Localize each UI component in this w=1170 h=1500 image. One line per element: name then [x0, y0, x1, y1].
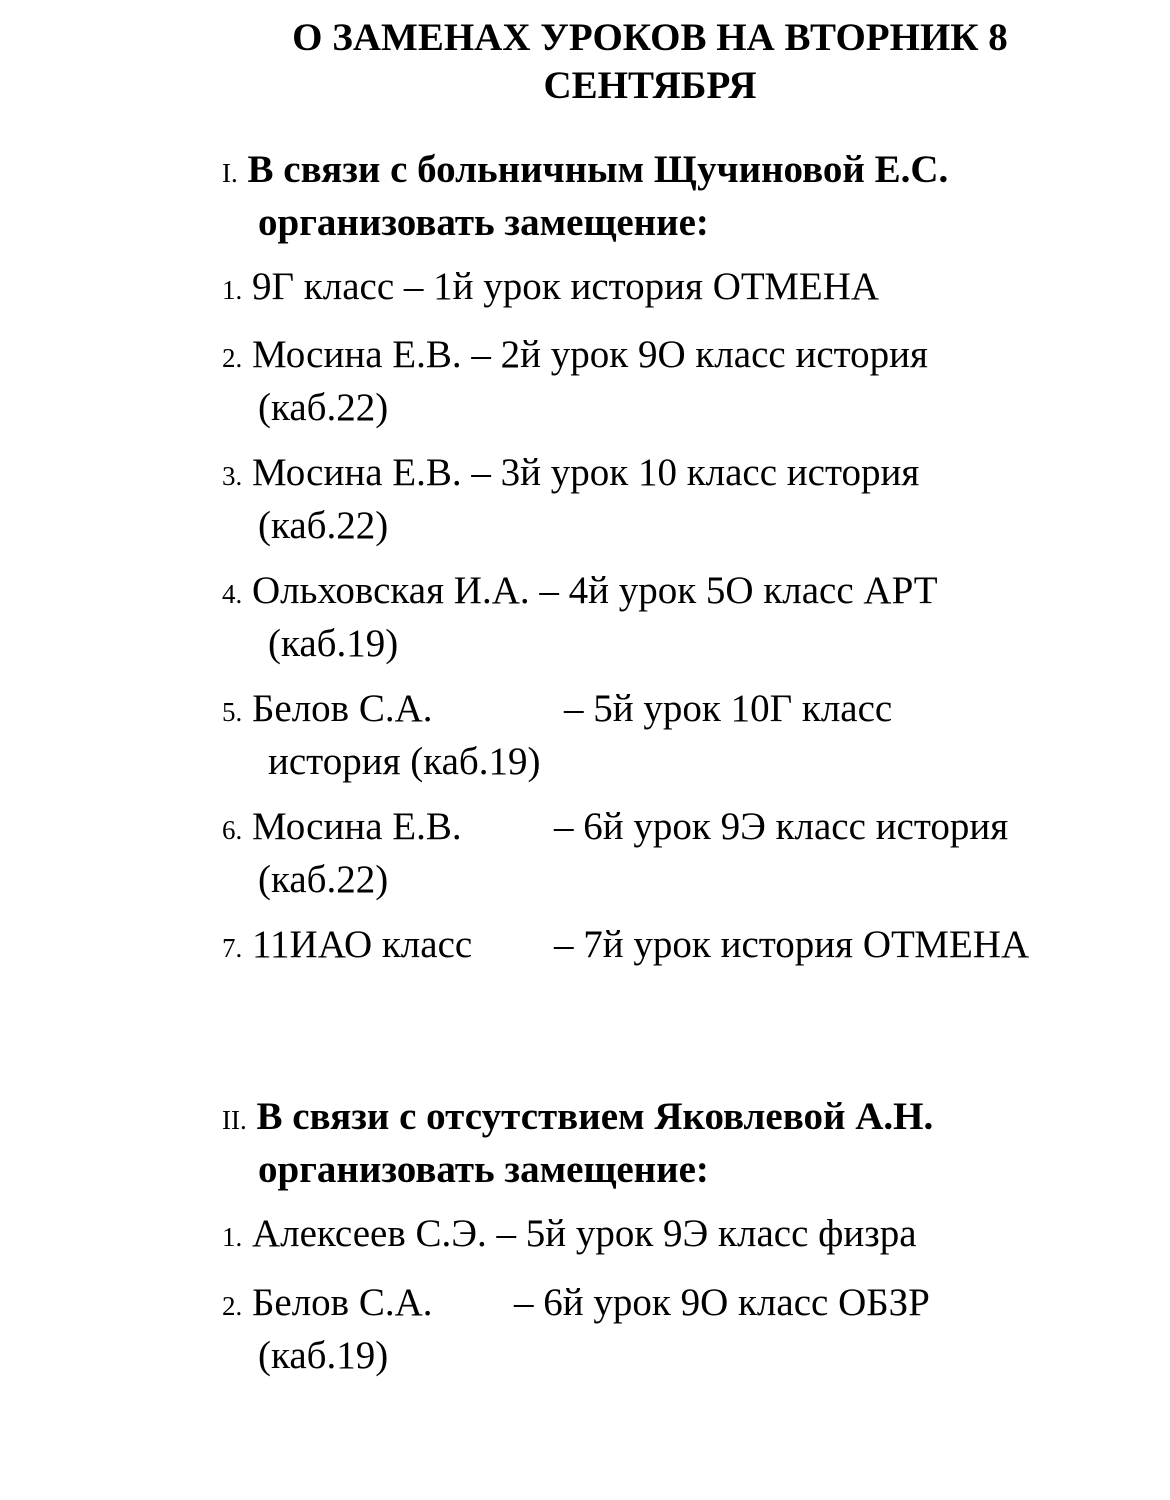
item-text: Мосина Е.В. – 2й урок 9О класс история	[252, 333, 928, 376]
list-item	[222, 1278, 1142, 1380]
item-number: 1.	[222, 275, 243, 305]
item-text-continued: (каб.19)	[268, 622, 399, 665]
item-text: – 6й урок 9Э класс история	[554, 805, 1009, 848]
item-text: Ольховская И.А. – 4й урок 5О класс АРТ	[252, 569, 938, 612]
item-text: – 7й урок история ОТМЕНА	[554, 923, 1030, 966]
document-title	[200, 14, 1100, 110]
item-text: 9Г класс – 1й урок история ОТМЕНА	[252, 265, 880, 308]
section-heading	[222, 1092, 1122, 1194]
item-number: 1.	[222, 1222, 243, 1252]
item-text-continued: (каб.22)	[258, 386, 389, 429]
list-item	[222, 1209, 1142, 1262]
item-teacher: Мосина Е.В.	[252, 805, 462, 848]
list-item	[222, 684, 1142, 786]
item-text-continued: (каб.22)	[258, 504, 389, 547]
item-number: 2.	[222, 343, 243, 373]
section-heading-line1: В связи с отсутствием Яковлевой А.Н.	[256, 1095, 934, 1138]
section-numeral: II.	[222, 1105, 247, 1135]
item-text-continued: (каб.19)	[258, 1334, 389, 1377]
item-text: – 5й урок 10Г класс	[564, 687, 893, 730]
list-item	[222, 920, 1142, 973]
item-teacher: Белов С.А.	[252, 687, 433, 730]
document-title-line2: СЕНТЯБРЯ	[543, 64, 757, 107]
item-number: 3.	[222, 461, 243, 491]
item-text: Мосина Е.В. – 3й урок 10 класс история	[252, 451, 920, 494]
list-item	[222, 566, 1142, 668]
item-teacher: Белов С.А.	[252, 1281, 433, 1324]
item-number: 5.	[222, 697, 243, 727]
list-item	[222, 802, 1142, 904]
document-title-line1: О ЗАМЕНАХ УРОКОВ НА ВТОРНИК 8	[292, 16, 1008, 59]
list-item	[222, 262, 1142, 315]
section-heading-line2: организовать замещение:	[258, 201, 709, 244]
item-teacher: 11ИАО класс	[252, 923, 473, 966]
item-number: 7.	[222, 933, 243, 963]
list-item	[222, 330, 1142, 432]
item-number: 4.	[222, 579, 243, 609]
section-heading	[222, 145, 1122, 247]
section-numeral: I.	[222, 158, 238, 188]
item-text-continued: история (каб.19)	[268, 740, 541, 783]
item-text: – 6й урок 9О класс ОБЗР	[514, 1281, 930, 1324]
item-number: 2.	[222, 1291, 243, 1321]
item-text: Алексеев С.Э. – 5й урок 9Э класс физра	[252, 1212, 917, 1255]
item-number: 6.	[222, 815, 243, 845]
item-text-continued: (каб.22)	[258, 858, 389, 901]
section-heading-line1: В связи с больничным Щучиновой Е.С.	[247, 148, 949, 191]
list-item	[222, 448, 1142, 550]
section-heading-line2: организовать замещение:	[258, 1148, 709, 1191]
